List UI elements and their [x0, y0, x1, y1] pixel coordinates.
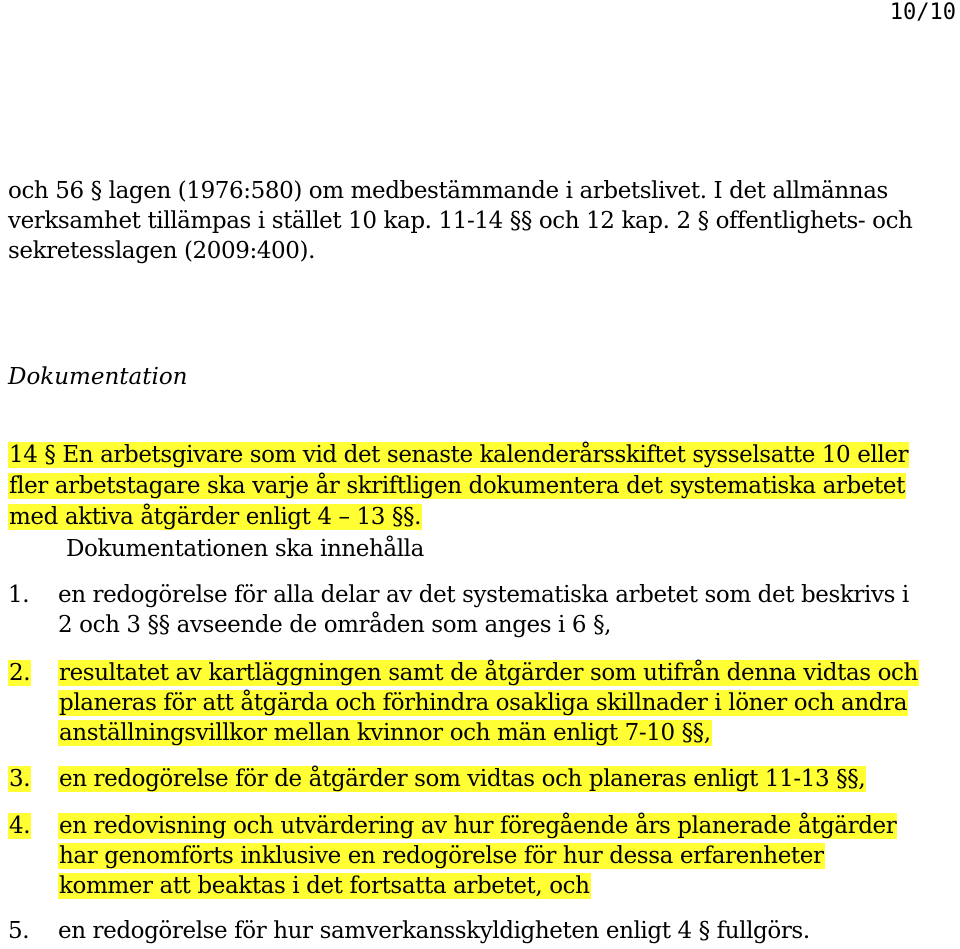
page-number: 10/10	[889, 0, 956, 25]
section-line: 14 § En arbetsgivare som vid det senaste kalenderårsskiftet sysselsatte 10 eller	[9, 442, 909, 468]
list-item-body	[58, 580, 909, 640]
list-item-line: resultatet av kartläggningen samt de åtgärder som utifrån denna vidtas och	[59, 660, 918, 686]
list-item-line: anställningsvillkor mellan kvinnor och män enligt 7-10 §§,	[59, 720, 711, 746]
section-line: fler arbetstagare ska varje år skriftligen dokumentera det systematiska arbetet	[9, 473, 905, 499]
list-item-line: en redogörelse för alla delar av det systematiska arbetet som det beskrivs i	[58, 582, 909, 608]
intro-line: verksamhet tillämpas i stället 10 kap. 11-14 §§ och 12 kap. 2 § offentlighets- och	[8, 208, 913, 234]
list-item-line: kommer att beaktas i det fortsatta arbetet, och	[59, 873, 590, 899]
list-item-number: 3.	[9, 766, 31, 792]
list-item-line: en redogörelse för hur samverkansskyldigheten enligt 4 § fullgörs.	[58, 918, 810, 944]
intro-paragraph	[8, 176, 948, 266]
list-item-line: en redogörelse för de åtgärder som vidtas och planeras enligt 11-13 §§,	[59, 766, 866, 792]
section-tail-text: Dokumentationen ska innehålla	[66, 536, 424, 562]
list-item-body	[58, 916, 810, 946]
list-item-number: 2.	[9, 660, 31, 686]
list-item-number: 1.	[8, 582, 30, 608]
list-item-line: en redovisning och utvärdering av hur föregående års planerade åtgärder	[59, 813, 897, 839]
section-heading: Dokumentation	[8, 364, 188, 390]
section-14-paragraph	[8, 440, 909, 533]
list-item-body	[58, 764, 866, 794]
list-item-line: har genomförts inklusive en redogörelse för hur dessa erfarenheter	[59, 843, 824, 869]
intro-line: sekretesslagen (2009:400).	[8, 238, 315, 264]
list-item-body	[58, 811, 897, 901]
list-item-body	[58, 658, 919, 748]
list-item-line: planeras för att åtgärda och förhindra osakliga skillnader i löner och andra	[59, 690, 908, 716]
intro-line: och 56 § lagen (1976:580) om medbestämmande i arbetslivet. I det allmännas	[8, 178, 888, 204]
list-item-number: 5.	[8, 918, 30, 944]
list-item-number: 4.	[9, 813, 31, 839]
list-item-line: 2 och 3 §§ avseende de områden som anges i 6 §,	[58, 612, 612, 638]
section-line: med aktiva åtgärder enligt 4 – 13 §§.	[9, 504, 422, 530]
